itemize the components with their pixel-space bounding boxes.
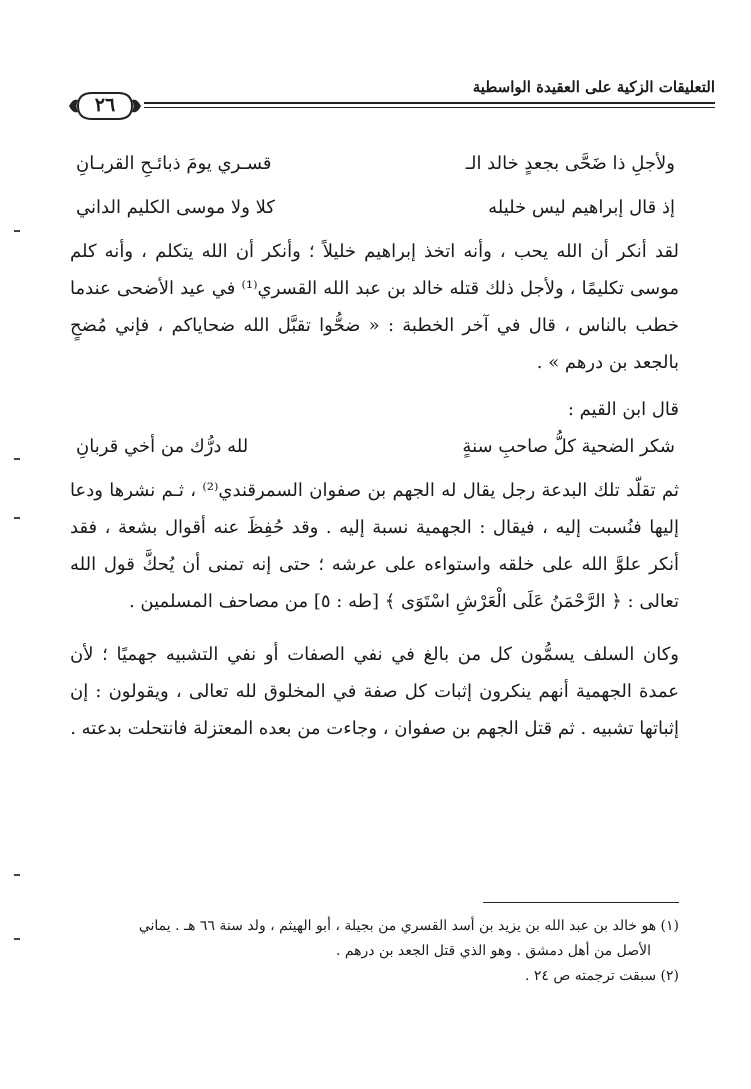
- verse-second-hemistich: قسـري يومَ ذبائـحِ القربـانِ: [76, 153, 272, 174]
- verse-first-hemistich: ولأجلِ ذا ضَحَّى بجعدٍ خالد الـ: [465, 153, 675, 174]
- margin-mark: [14, 874, 20, 876]
- footnote-1: [66, 914, 679, 939]
- main-text: [70, 145, 679, 747]
- paragraph-jahm-ibn-safwan: ثم تقلّد تلك البدعة رجل يقال له الجهم بن صفوان السمرقندي⁽²⁾ ، ثـم نشرها ودعا إليها فنُسبت إليه ، فيقال : الجهمية نسبة إليه . وقد حُفِظَ عنه أقوال بشعة ، فقد أنكر علوَّ الله على خلقه واستواءه على عرشه ؛ حتى إنه تمنى أن يُحكَّ قول الله تعالى : ﴿ الرَّحْمَنُ عَلَى الْعَرْشِ اسْتَوَى ﴾ [طه : ٥] من مصاحف المسلمين .: [70, 480, 679, 612]
- page-number-ornament: [66, 88, 144, 124]
- ibn-qayyim-intro: قال ابن القيم :: [567, 399, 679, 420]
- verse-second-hemistich: كلا ولا موسى الكليم الداني: [76, 197, 275, 218]
- verse-first-hemistich: إذ قال إبراهيم ليس خليله: [488, 197, 675, 218]
- verse-first-hemistich: شكر الضحية كلُّ صاحبِ سنةٍ: [462, 436, 675, 457]
- footnote-text: سبقت ترجمته ص ٢٤ .: [524, 968, 657, 984]
- footnote-marker: (٢): [660, 968, 679, 984]
- verse-line: [70, 189, 679, 233]
- margin-mark: [14, 458, 20, 460]
- margin-mark: [14, 517, 20, 519]
- footnote-separator: [483, 902, 679, 903]
- verse-line: [70, 145, 679, 189]
- footnotes: [66, 914, 679, 989]
- paragraph-salaf: وكان السلف يسمُّون كل من بالغ في نفي الصفات أو نفي التشبيه جهميًا ؛ لأن عمدة الجهمية أنهم ينكرون إثبات كل صفة في المخلوق لله تعالى ، ويقولون : إن إثباتها تشبيه . ثم قتل الجهم بن صفوان ، وجاءت من بعده المعتزلة فانتحلت بدعته .: [70, 644, 679, 739]
- page-number: ٢٦: [94, 94, 116, 116]
- footnote-2: [66, 964, 679, 989]
- page-header: [70, 78, 715, 130]
- footnote-text: الأصل من أهل دمشق . وهو الذي قتل الجعد بن درهم .: [335, 943, 651, 959]
- verse-second-hemistich: لله درُّك من أخي قربانِ: [76, 436, 249, 457]
- paragraph-jad-ibn-dirham: لقد أنكر أن الله يحب ، وأنه اتخذ إبراهيم خليلاً ؛ وأنكر أن الله يتكلم ، وأنه كلم موسى تكليمًا ، ولأجل ذلك قتله خالد بن عبد الله القسري⁽¹⁾ في عيد الأضحى عندما خطب بالناس ، قال في آخر الخطبة : « ضحُّوا تقبَّل الله ضحاياكم ، فإني مُضحٍ بالجعد بن درهم » .: [70, 241, 679, 373]
- margin-mark: [14, 230, 20, 232]
- header-rule-thin: [70, 107, 715, 108]
- header-rule-thick: [70, 102, 715, 104]
- footnote-1-continuation: [66, 939, 679, 964]
- running-title: التعليقات الزكية على العقيدة الواسطية: [472, 78, 715, 96]
- footnote-marker: (١): [660, 918, 679, 934]
- footnote-text: هو خالد بن عبد الله بن يزيد بن أسد القسري من بجيلة ، أبو الهيثم ، ولد سنة ٦٦ هـ . يماني: [138, 918, 657, 934]
- margin-mark: [14, 938, 20, 940]
- verse-line: [70, 428, 679, 472]
